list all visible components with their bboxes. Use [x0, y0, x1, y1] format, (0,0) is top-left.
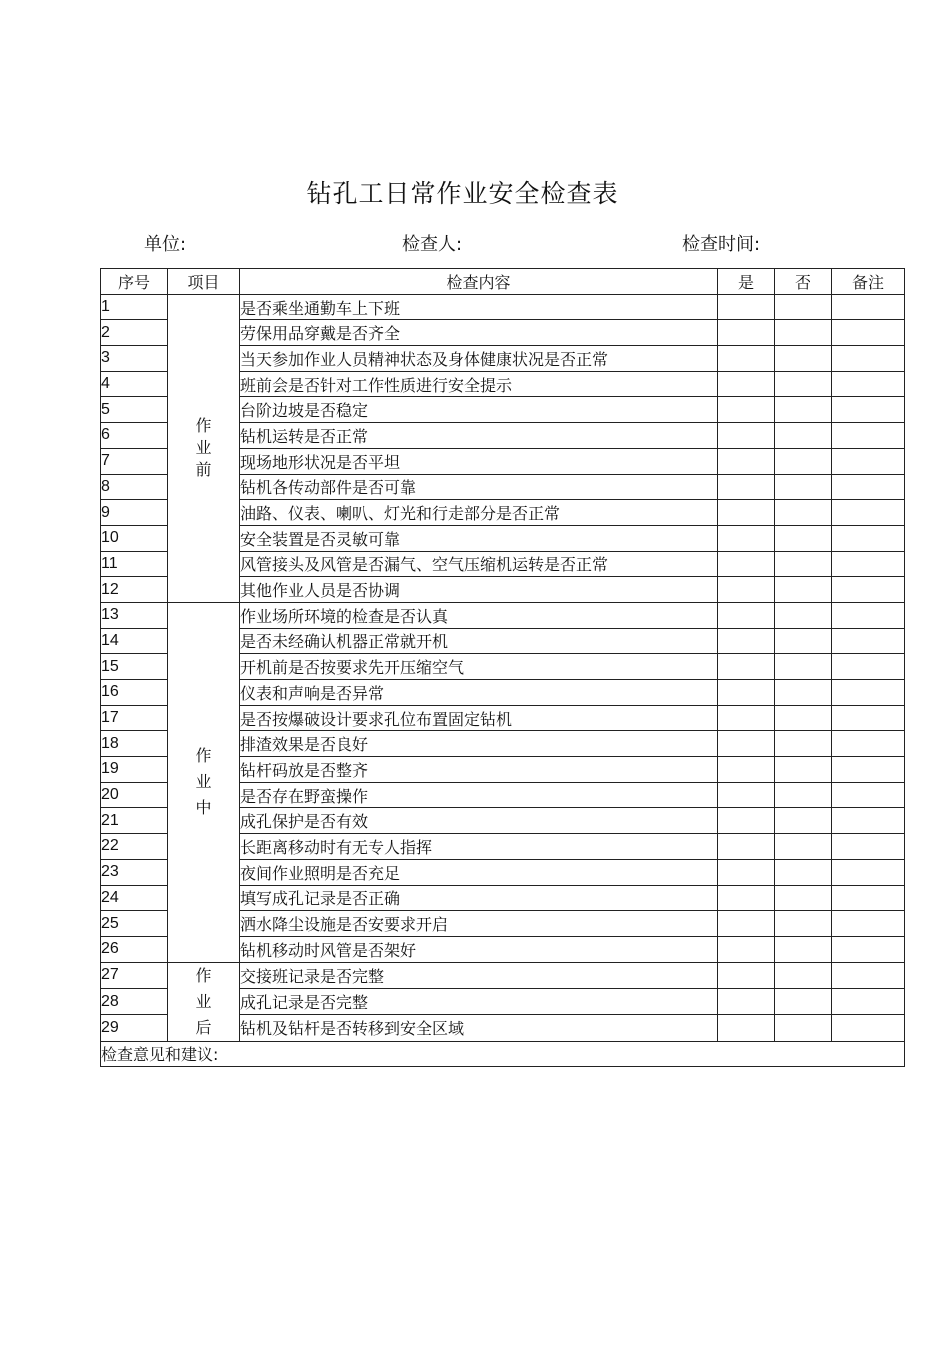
remark-cell[interactable] [832, 423, 905, 449]
row-serial-no: 13 [101, 602, 168, 628]
remark-cell[interactable] [832, 859, 905, 885]
no-cell[interactable] [775, 885, 832, 911]
check-item: 钻机移动时风管是否架好 [240, 936, 718, 962]
no-cell[interactable] [775, 757, 832, 783]
check-item: 开机前是否按要求先开压缩空气 [240, 654, 718, 680]
yes-cell[interactable] [718, 962, 775, 988]
phase-after-label: 作业后 [195, 965, 212, 1037]
no-cell[interactable] [775, 731, 832, 757]
row-serial-no: 2 [101, 320, 168, 346]
remark-cell[interactable] [832, 320, 905, 346]
no-cell[interactable] [775, 988, 832, 1014]
no-cell[interactable] [775, 423, 832, 449]
check-item: 钻机及钻杆是否转移到安全区域 [240, 1015, 718, 1041]
row-serial-no: 7 [101, 448, 168, 474]
yes-cell[interactable] [718, 602, 775, 628]
yes-cell[interactable] [718, 474, 775, 500]
remark-cell[interactable] [832, 885, 905, 911]
yes-cell[interactable] [718, 628, 775, 654]
yes-cell[interactable] [718, 808, 775, 834]
row-serial-no: 18 [101, 731, 168, 757]
remark-cell[interactable] [832, 654, 905, 680]
row-serial-no: 4 [101, 371, 168, 397]
yes-cell[interactable] [718, 859, 775, 885]
row-serial-no: 10 [101, 525, 168, 551]
check-item: 是否未经确认机器正常就开机 [240, 628, 718, 654]
remark-cell[interactable] [832, 397, 905, 423]
check-item: 现场地形状况是否平坦 [240, 448, 718, 474]
phase-during-label: 作业中 [195, 746, 212, 818]
yes-cell[interactable] [718, 782, 775, 808]
checklist-table [100, 268, 905, 1067]
check-item: 成孔保护是否有效 [240, 808, 718, 834]
check-item: 其他作业人员是否协调 [240, 577, 718, 603]
no-cell[interactable] [775, 525, 832, 551]
yes-cell[interactable] [718, 448, 775, 474]
page-title: 钻孔工日常作业安全检查表 [306, 179, 619, 208]
no-cell[interactable] [775, 808, 832, 834]
header-check-content: 检查内容 [240, 269, 718, 295]
header-remark: 备注 [832, 269, 905, 295]
header-serial-no: 序号 [101, 269, 168, 295]
remark-cell[interactable] [832, 474, 905, 500]
yes-cell[interactable] [718, 731, 775, 757]
check-item: 钻机运转是否正常 [240, 423, 718, 449]
check-item: 钻机各传动部件是否可靠 [240, 474, 718, 500]
phase-before-cell [168, 294, 240, 602]
row-serial-no: 15 [101, 654, 168, 680]
yes-cell[interactable] [718, 680, 775, 706]
header-row [101, 269, 905, 295]
check-item: 是否按爆破设计要求孔位布置固定钻机 [240, 705, 718, 731]
no-cell[interactable] [775, 962, 832, 988]
yes-cell[interactable] [718, 834, 775, 860]
remark-cell[interactable] [832, 680, 905, 706]
row-serial-no: 11 [101, 551, 168, 577]
remark-cell[interactable] [832, 731, 905, 757]
yes-cell[interactable] [718, 936, 775, 962]
row-serial-no: 27 [101, 962, 168, 988]
row-serial-no: 12 [101, 577, 168, 603]
inspector-label: 检查人: [402, 234, 463, 255]
phase-after-cell [168, 962, 240, 1041]
yes-cell[interactable] [718, 397, 775, 423]
remark-cell[interactable] [832, 782, 905, 808]
no-cell[interactable] [775, 782, 832, 808]
no-cell[interactable] [775, 602, 832, 628]
check-item: 油路、仪表、喇叭、灯光和行走部分是否正常 [240, 500, 718, 526]
phase-during-cell [168, 602, 240, 962]
remark-cell[interactable] [832, 705, 905, 731]
remark-cell[interactable] [832, 757, 905, 783]
checklist-body [101, 294, 905, 1041]
check-item: 班前会是否针对工作性质进行安全提示 [240, 371, 718, 397]
check-item: 夜间作业照明是否充足 [240, 859, 718, 885]
yes-cell[interactable] [718, 371, 775, 397]
remark-cell[interactable] [832, 988, 905, 1014]
no-cell[interactable] [775, 1015, 832, 1041]
no-cell[interactable] [775, 294, 832, 320]
no-cell[interactable] [775, 577, 832, 603]
yes-cell[interactable] [718, 423, 775, 449]
yes-cell[interactable] [718, 551, 775, 577]
row-serial-no: 9 [101, 500, 168, 526]
row-serial-no: 22 [101, 834, 168, 860]
no-cell[interactable] [775, 551, 832, 577]
row-serial-no: 29 [101, 1015, 168, 1041]
check-item: 作业场所环境的检查是否认真 [240, 602, 718, 628]
remark-cell[interactable] [832, 808, 905, 834]
header-yes: 是 [718, 269, 775, 295]
opinion-row [101, 1041, 905, 1067]
no-cell[interactable] [775, 936, 832, 962]
row-serial-no: 26 [101, 936, 168, 962]
check-item: 仪表和声响是否异常 [240, 680, 718, 706]
no-cell[interactable] [775, 705, 832, 731]
yes-cell[interactable] [718, 500, 775, 526]
remark-cell[interactable] [832, 346, 905, 372]
phase-before-label: 作业前 [195, 416, 212, 480]
no-cell[interactable] [775, 474, 832, 500]
yes-cell[interactable] [718, 320, 775, 346]
remark-cell[interactable] [832, 834, 905, 860]
yes-cell[interactable] [718, 1015, 775, 1041]
no-cell[interactable] [775, 397, 832, 423]
check-item: 劳保用品穿戴是否齐全 [240, 320, 718, 346]
no-cell[interactable] [775, 628, 832, 654]
table-row [101, 962, 905, 988]
opinion-label: 检查意见和建议: [101, 1045, 219, 1065]
check-item: 洒水降尘设施是否安要求开启 [240, 911, 718, 937]
remark-cell[interactable] [832, 500, 905, 526]
remark-cell[interactable] [832, 448, 905, 474]
row-serial-no: 21 [101, 808, 168, 834]
no-cell[interactable] [775, 448, 832, 474]
no-cell[interactable] [775, 320, 832, 346]
remark-cell[interactable] [832, 294, 905, 320]
remark-cell[interactable] [832, 602, 905, 628]
check-item: 排渣效果是否良好 [240, 731, 718, 757]
check-item: 交接班记录是否完整 [240, 962, 718, 988]
check-item: 台阶边坡是否稳定 [240, 397, 718, 423]
row-serial-no: 20 [101, 782, 168, 808]
row-serial-no: 5 [101, 397, 168, 423]
no-cell[interactable] [775, 834, 832, 860]
yes-cell[interactable] [718, 525, 775, 551]
row-serial-no: 17 [101, 705, 168, 731]
yes-cell[interactable] [718, 654, 775, 680]
yes-cell[interactable] [718, 988, 775, 1014]
remark-cell[interactable] [832, 962, 905, 988]
check-item: 填写成孔记录是否正确 [240, 885, 718, 911]
check-item: 当天参加作业人员精神状态及身体健康状况是否正常 [240, 346, 718, 372]
no-cell[interactable] [775, 346, 832, 372]
header-project: 项目 [168, 269, 240, 295]
remark-cell[interactable] [832, 911, 905, 937]
unit-label: 单位: [144, 234, 187, 255]
check-item: 成孔记录是否完整 [240, 988, 718, 1014]
remark-cell[interactable] [832, 577, 905, 603]
row-serial-no: 8 [101, 474, 168, 500]
no-cell[interactable] [775, 680, 832, 706]
no-cell[interactable] [775, 859, 832, 885]
yes-cell[interactable] [718, 885, 775, 911]
opinion-cell[interactable] [101, 1041, 905, 1067]
row-serial-no: 1 [101, 294, 168, 320]
remark-cell[interactable] [832, 525, 905, 551]
check-item: 是否存在野蛮操作 [240, 782, 718, 808]
check-item: 安全装置是否灵敏可靠 [240, 525, 718, 551]
remark-cell[interactable] [832, 371, 905, 397]
check-item: 是否乘坐通勤车上下班 [240, 294, 718, 320]
yes-cell[interactable] [718, 757, 775, 783]
no-cell[interactable] [775, 500, 832, 526]
row-serial-no: 3 [101, 346, 168, 372]
remark-cell[interactable] [832, 628, 905, 654]
check-item: 钻杆码放是否整齐 [240, 757, 718, 783]
row-serial-no: 25 [101, 911, 168, 937]
remark-cell[interactable] [832, 551, 905, 577]
remark-cell[interactable] [832, 936, 905, 962]
inspection-time-label: 检查时间: [682, 234, 761, 255]
header-no: 否 [775, 269, 832, 295]
no-cell[interactable] [775, 371, 832, 397]
row-serial-no: 6 [101, 423, 168, 449]
row-serial-no: 24 [101, 885, 168, 911]
no-cell[interactable] [775, 911, 832, 937]
row-serial-no: 14 [101, 628, 168, 654]
check-item: 长距离移动时有无专人指挥 [240, 834, 718, 860]
yes-cell[interactable] [718, 705, 775, 731]
yes-cell[interactable] [718, 577, 775, 603]
table-row [101, 294, 905, 320]
check-item: 风管接头及风管是否漏气、空气压缩机运转是否正常 [240, 551, 718, 577]
table-row [101, 602, 905, 628]
row-serial-no: 23 [101, 859, 168, 885]
row-serial-no: 16 [101, 680, 168, 706]
yes-cell[interactable] [718, 911, 775, 937]
no-cell[interactable] [775, 654, 832, 680]
yes-cell[interactable] [718, 346, 775, 372]
yes-cell[interactable] [718, 294, 775, 320]
row-serial-no: 28 [101, 988, 168, 1014]
remark-cell[interactable] [832, 1015, 905, 1041]
row-serial-no: 19 [101, 757, 168, 783]
